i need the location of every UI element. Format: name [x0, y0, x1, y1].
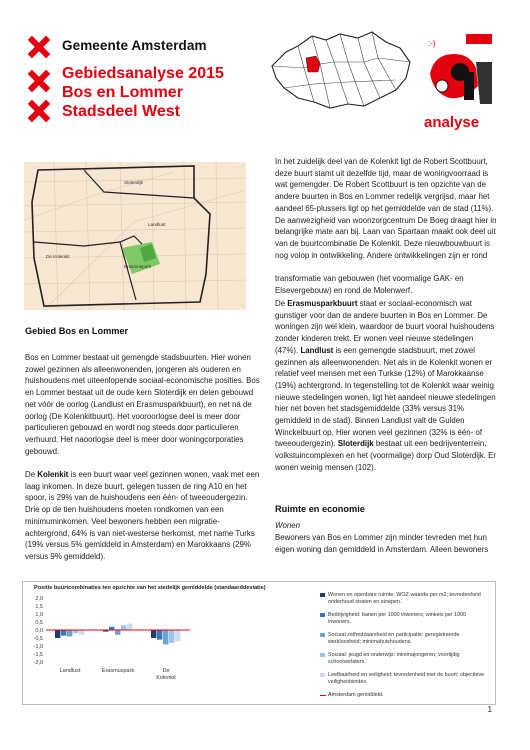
- y-tick-label: -2,0: [33, 659, 43, 666]
- bar: [67, 630, 72, 636]
- y-tick-label: -1,5: [33, 651, 43, 658]
- svg-text::-): :-): [428, 39, 436, 48]
- bar: [151, 630, 156, 638]
- subheading-wonen: Wonen: [275, 521, 301, 530]
- page-number: 1: [487, 705, 492, 714]
- y-tick-label: 0,0: [35, 627, 43, 634]
- legend-entry: Bedrijvigheid: banen per 1000 inwoners; winkels per 1000 inwoners.: [328, 612, 467, 625]
- chart-legend: [318, 590, 490, 702]
- bar: [169, 630, 174, 643]
- bar: [55, 630, 60, 638]
- legend-entry: Sociaal: jeugd en onderwijs: minimajongeren; voortijdig schoolverlaters.: [328, 652, 460, 665]
- intro-paragraph-2: De Kolenkit is een buurt waar veel gezinnen wonen, vaak met een laag inkomen. In deze buurt, gelegen tussen de ring A10 en het spoor, is 29% van de huishoudens een één- of tweeoudergezin. Drie op de tien huishoudens moeten rondkomen van een minimuminkomen. Veel bewoners hebben een migratie-achtergrond, 64% is van niet-westerse herkomst, met name Turks (19% versus 5% gemiddeld in Amsterdam) en Marokkaans (29% versus 9% gemiddeld).: [25, 470, 260, 561]
- landlust-bold: Landlust: [300, 345, 334, 355]
- x-tick-label: Landlust: [59, 668, 81, 674]
- legend-swatch: [320, 653, 325, 657]
- cross-icon-1: [28, 36, 50, 58]
- right-paragraph-1: In het zuidelijk deel van de Kolenkit ligt de Robert Scottbuurt, deze buurt stamt uit dezelfde tijd, maar de woningvoorraad is wat gemengder. De Robert Scottbuurt is ten opzichte van de andere buurten in Bos en Lommer redelijk vergrijsd, maar het aandeel 65-plussers ligt op het gemiddelde van de stad (11%). De aanwezigheid van woonzorgcentrum De Boeg draagt hier in belangrijke mate aan bij. Laan van Spartaan maakt ook deel uit van de buurtcombinatie De Kolenkit. Deze nieuwbouwbuurt is nog volop in ontwikkeling. Andere ontwikkelingen zijn er rond: [275, 157, 497, 260]
- legend-swatch: [320, 673, 325, 677]
- bar: [163, 630, 168, 644]
- kolenkit-bold: Kolenkit: [37, 470, 69, 479]
- bar: [121, 625, 126, 630]
- legend-entry: Wonen en openbare ruimte: WOZ-waarde per m2; tevredenheid onderhoud straten en stoepen.: [328, 592, 481, 605]
- city-locator-map: [268, 28, 414, 110]
- section-heading-ruimte: Ruimte en economie: [275, 504, 365, 514]
- y-tick-label: -0,5: [33, 635, 43, 642]
- legend-reference-swatch: [320, 695, 326, 696]
- bar: [157, 630, 162, 640]
- erasmuspark-bold: Erasmusparkbuurt: [287, 299, 358, 308]
- legend-swatch: [320, 633, 325, 637]
- legend-swatch: [320, 613, 325, 617]
- x-tick-label: Erasmuspark: [101, 668, 135, 674]
- right-paragraph-3: De Erasmusparkbuurt staat er sociaal-economisch wat gunstiger voor dan de andere buurten in Bos en Lommer. De woningen zijn wel klein, waardoor de buurt vooral huishoudens zonder kinderen trekt. Er wonen veel nieuwe stedelingen (47%). Landlust is een gemengde stadsbuurt, met zowel gezinnen als alleenwonenden. Net als in de Kolenkit wonen er relatief veel mensen met een Turkse (12%) of Marokkaanse (19%) achtergrond. In tegenstelling tot de Kolenkit waar weinig nieuwe stedelingen wonen, ligt het aandeel nieuwe stedelingen hier net boven het stadsgemiddelde (33% versus 31% gemiddeld in de stad). Binnen Landlust valt de Gulden Winckelbuurt op. Hier wonen veel gezinnen (32% is één- of tweeoudergezin). Sloterdijk bestaat uit een bedrijventerrein, volkstuincomplexen en het (voormalige) dorp Oud Sloterdijk. Er wonen weinig mensen (102).: [275, 299, 497, 472]
- bar-chart: [24, 592, 314, 702]
- right-paragraph-4: Bewoners van Bos en Lommer zijn minder tevreden met hun eigen woning dan gemiddeld in Amsterdam. Alleen bewoners: [275, 533, 489, 554]
- legend-entry-reference: Amsterdam gemiddeld.: [328, 692, 384, 698]
- map-label-kolenkit: De Kolenkit: [46, 254, 70, 259]
- legend-entry: Leefbaarheid en veiligheid: tevredenheid met de buurt; objectieve veiligheidsindex.: [328, 672, 485, 685]
- sloterdijk-bold: Sloterdijk: [337, 439, 374, 449]
- intro-paragraph-1: Bos en Lommer bestaat uit gemengde stadsbuurten. Hier wonen zowel gezinnen als alleenwonenden, jongeren als ouderen en huishoudens met uiteenlopende sociaal-economische posities. Bos en Lommer bestaat uit de oude kern Sloterdijk en delen gebouwd net vóór de oorlog (Landlust en Erasmusparkbuurt), en net ná de oorlog (De Kolenkitbuurt). Het vooroorlogse deel is meer door particulieren gebouwd en wordt nog steeds door particulieren verhuurd. Het naoorlogse deel is meer door woningcorporaties gebouwd.: [25, 353, 260, 456]
- legend-entry: Sociaal zelfredzaamheid en participatie: geregistreerde werkloosheid; minimahuishoudens.: [328, 632, 460, 645]
- x-tick-label: De: [162, 668, 170, 674]
- title-line-2: Bos en Lommer: [62, 84, 183, 101]
- area-map: [24, 162, 246, 310]
- analyse-wordmark: analyse: [424, 114, 480, 131]
- bar: [79, 630, 84, 635]
- y-tick-label: 1,0: [35, 611, 43, 618]
- analyse-logo: [420, 32, 498, 136]
- bar: [127, 624, 132, 630]
- bar: [61, 630, 66, 636]
- map-label-erasmuspark: Erasmuspark: [124, 264, 152, 269]
- cross-icon-3: [28, 100, 50, 122]
- map-label-sloterdijk: Sloterdijk: [124, 180, 143, 185]
- y-tick-label: 2,0: [35, 595, 43, 602]
- y-tick-label: -1,0: [33, 643, 43, 650]
- y-tick-label: 0,5: [35, 619, 43, 626]
- right-paragraph-2: transformatie van gebouwen (het voormalige GAK- en Elsevergebouw) en rond de Molenwerf.: [275, 274, 464, 295]
- map-label-landlust: Landlust: [148, 222, 166, 227]
- title-line-3: Stadsdeel West: [62, 103, 180, 120]
- bar: [175, 630, 180, 641]
- intro-heading: Gebied Bos en Lommer: [25, 326, 129, 336]
- legend-swatch: [320, 593, 325, 597]
- cross-icon-2: [28, 70, 50, 92]
- chart-title: Positie buurtcombinaties ten opzichte van het stedelijk gemiddelde (standaarddeviatie): [34, 585, 266, 591]
- org-name: Gemeente Amsterdam: [62, 38, 207, 53]
- bar: [115, 630, 120, 635]
- y-tick-label: 1,5: [35, 603, 43, 610]
- x-tick-label: Kolenkit: [156, 675, 176, 681]
- title-line-1: Gebiedsanalyse 2015: [62, 65, 224, 82]
